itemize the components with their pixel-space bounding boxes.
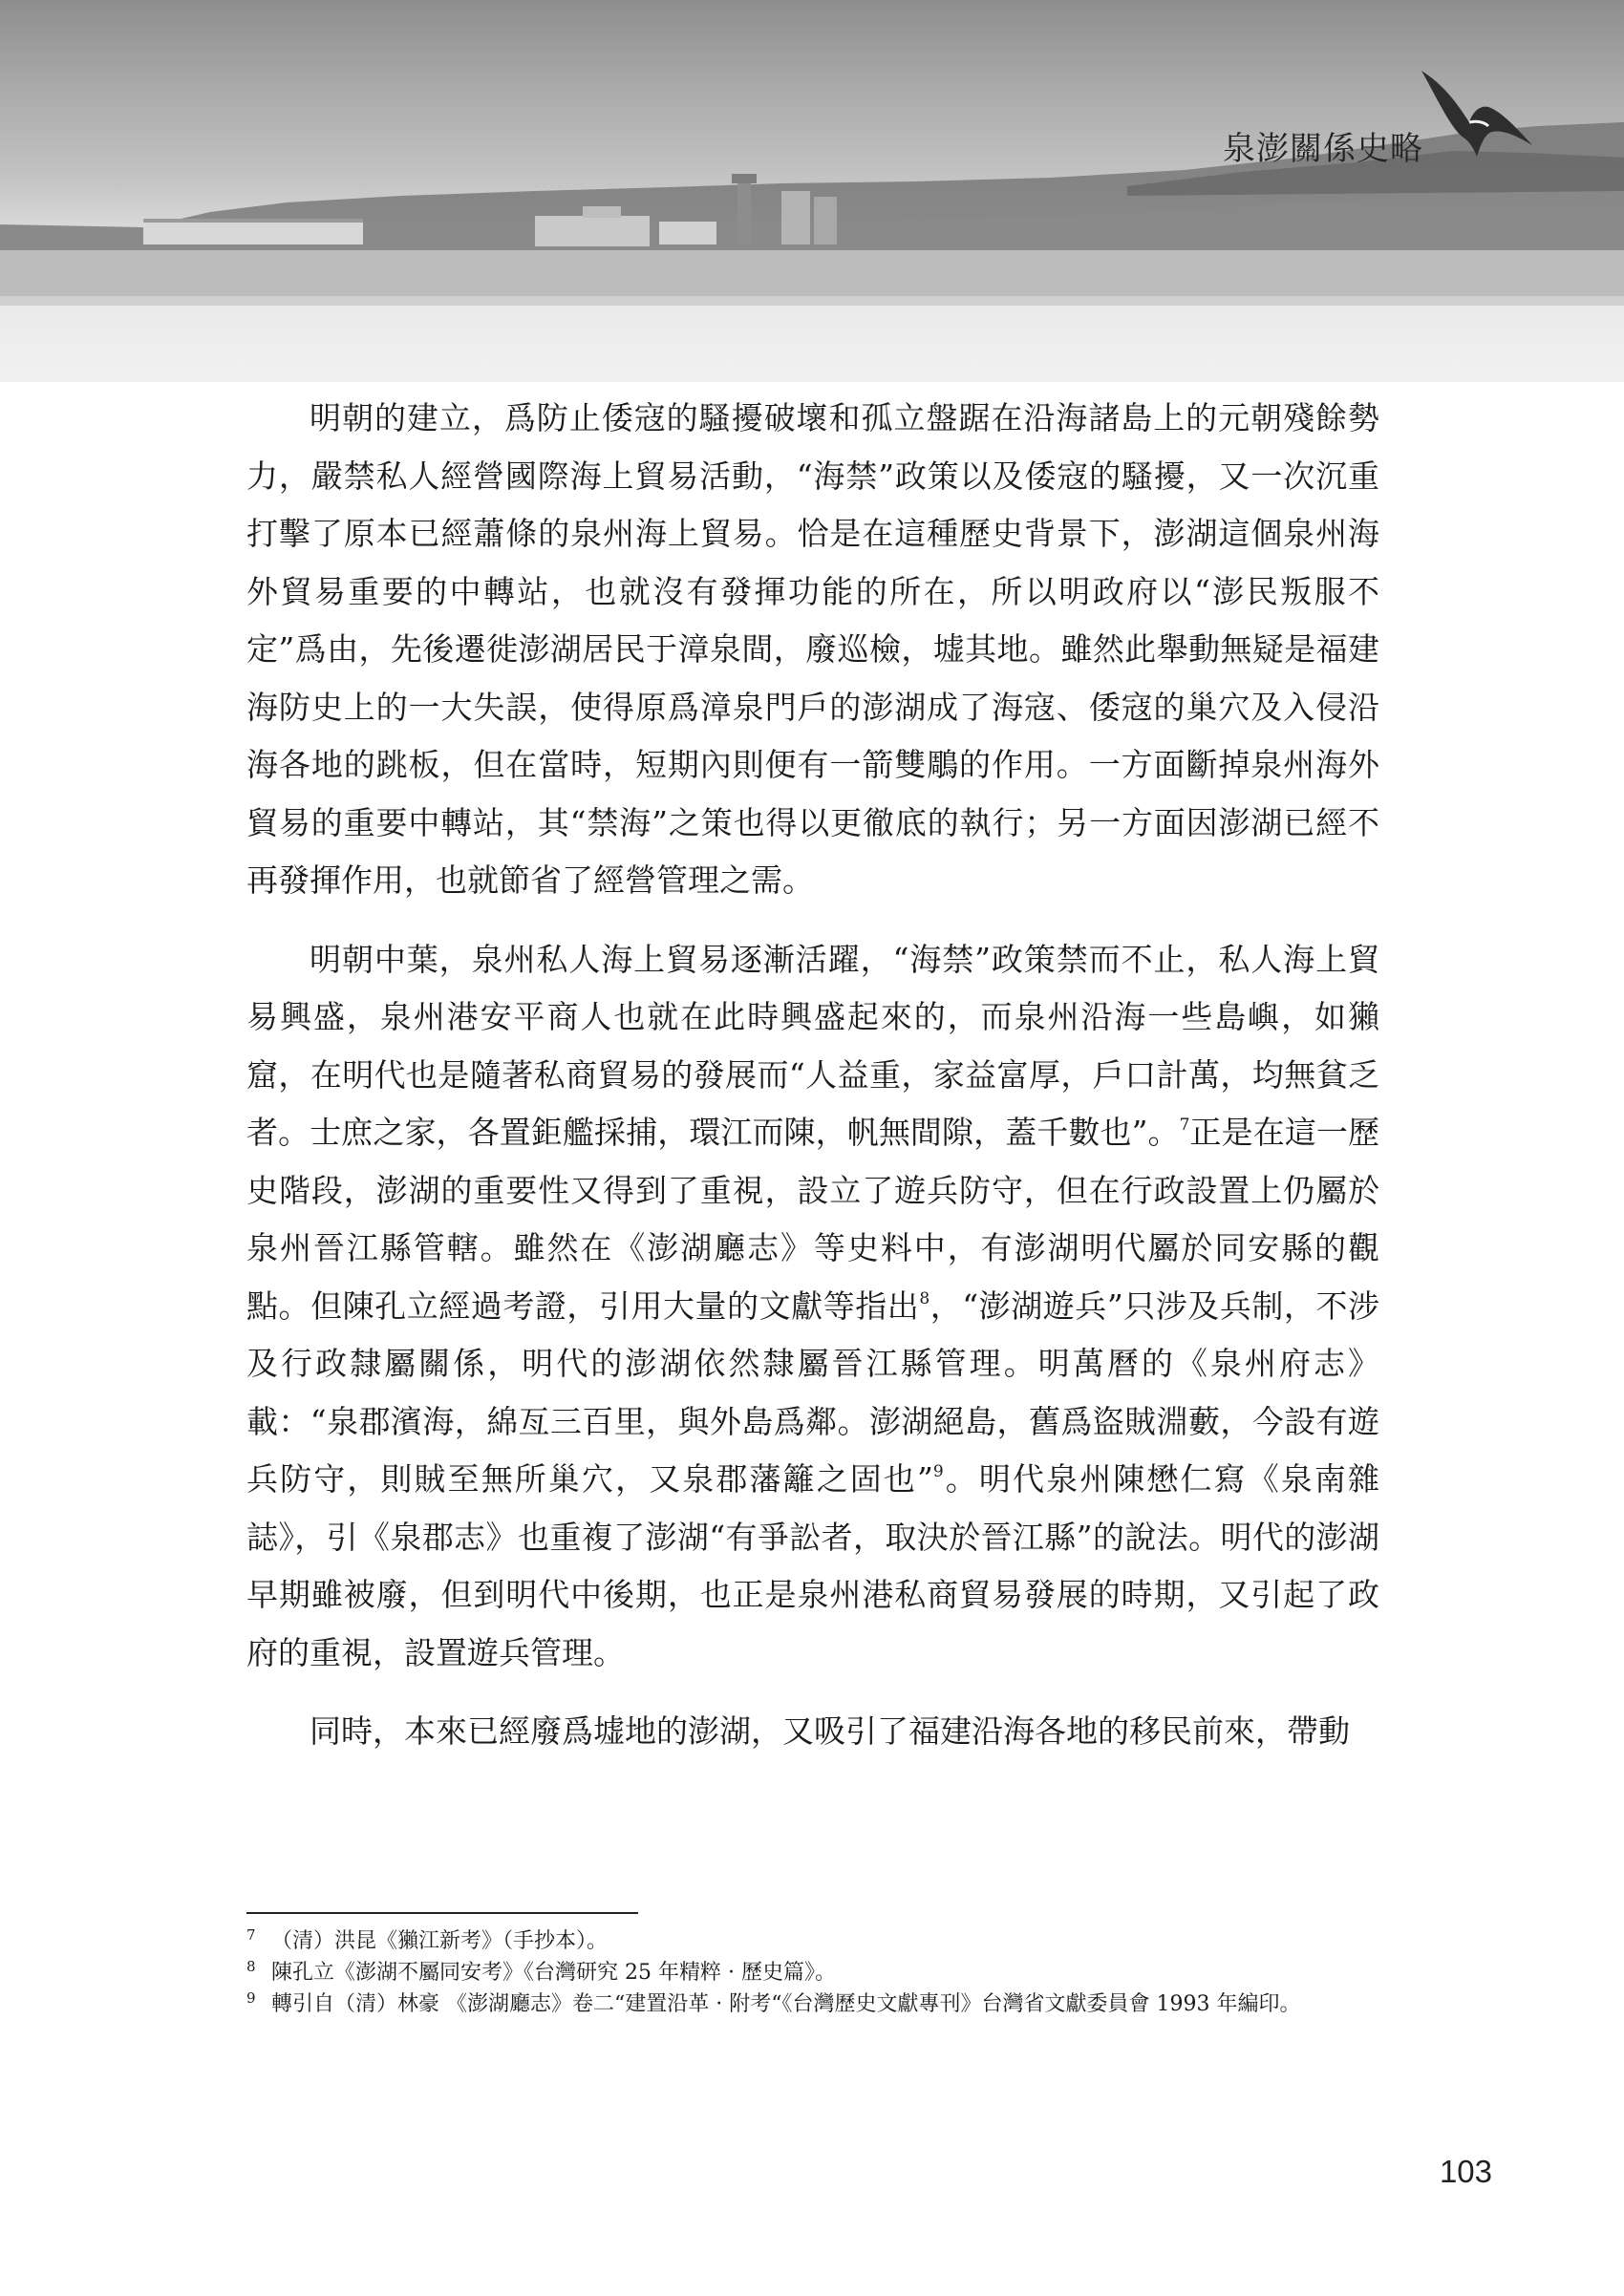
- paragraph-2-part-2: 正是在這一歷史階段，澎湖的重要性又得到了重視，設立了遊兵防守，但在行政設置上仍屬於泉州晉江縣管轄。雖然在《澎湖廳志》等史料中，有澎湖明代屬於同安縣的觀點。但陳孔立經過考證，引用大量的文獻等指出: [246, 1114, 1380, 1325]
- footnote-text: 陳孔立《澎湖不屬同安考》《台灣研究 25 年精粹 · 歷史篇》。: [271, 1961, 836, 1985]
- banner-landscape: [0, 0, 1624, 382]
- seagull-icon: [1414, 63, 1538, 168]
- page-number: 103: [1439, 2154, 1492, 2189]
- running-title: 泉澎關係史略: [1223, 130, 1423, 168]
- paragraph-2-part-4: 。明代泉州陳懋仁寫《泉南雜誌》，引《泉郡志》也重複了澎湖“有爭訟者，取決於晉江縣”的說法。明代的澎湖早期雖被廢，但到明代中後期，也正是泉州港私商貿易發展的時期，又引起了政府的重視，設置遊兵管理。: [246, 1460, 1380, 1671]
- paragraph-2-part-1: 明朝中葉，泉州私人海上貿易逐漸活躍，“海禁”政策禁而不止，私人海上貿易興盛，泉州港安平商人也就在此時興盛起來的，而泉州沿海一些島嶼，如獺窟，在明代也是隨著私商貿易的發展而“人益重，家益富厚，戶口計萬，均無貧乏者。士庶之家，各置鉅艦採捕，環江而陳，帆無間隙，蓋千數也”。: [246, 940, 1379, 1151]
- footnotes: [246, 1925, 1379, 2020]
- header-banner: [0, 0, 1624, 382]
- footnote-number: 8: [246, 1958, 256, 1975]
- footnote-divider: [246, 1912, 638, 1914]
- footnote-ref-7[interactable]: 7: [1179, 1116, 1190, 1135]
- paragraph-3: 同時，本來已經廢爲墟地的澎湖，又吸引了福建沿海各地的移民前來，帶動: [310, 1712, 1350, 1750]
- footnote-text: 轉引自（清）林豪 《澎湖廳志》卷二“建置沿革 · 附考“《台灣歷史文獻專刊》台灣省文獻委員會 1993 年編印。: [271, 1992, 1301, 2016]
- footnote-ref-9[interactable]: 9: [932, 1462, 944, 1481]
- paragraph-2-part-3: ，“澎湖遊兵”只涉及兵制，不涉及行政隸屬關係，明代的澎湖依然隸屬晉江縣管理。明萬曆的《泉州府志》載：“泉郡濱海，綿亙三百里，與外島爲鄰。澎湖絕島，舊爲盜賊淵藪，今設有遊兵防守，則賊至無所巢穴，又泉郡藩籬之固也”: [246, 1286, 1380, 1498]
- footnote-ref-8[interactable]: 8: [919, 1288, 930, 1308]
- footnote-number: 9: [246, 1989, 256, 2007]
- footnote-text: （清）洪昆《獺江新考》（手抄本）。: [271, 1929, 609, 1953]
- footnote-9: [246, 1988, 1379, 2020]
- footnote-number: 7: [246, 1926, 256, 1944]
- paragraph-2: [246, 931, 1379, 1683]
- footnote-8: [246, 1957, 1379, 1988]
- body-text: [246, 390, 1379, 1782]
- paragraph-1: 明朝的建立，爲防止倭寇的騷擾破壞和孤立盤踞在沿海諸島上的元朝殘餘勢力，嚴禁私人經營國際海上貿易活動，“海禁”政策以及倭寇的騷擾，又一次沉重打擊了原本已經蕭條的泉州海上貿易。恰是在這種歷史背景下，澎湖這個泉州海外貿易重要的中轉站，也就沒有發揮功能的所在，所以明政府以“澎民叛服不定”爲由，先後遷徙澎湖居民于漳泉間，廢巡檢，墟其地。雖然此舉動無疑是福建海防史上的一大失誤，使得原爲漳泉門戶的澎湖成了海寇、倭寇的巢穴及入侵沿海各地的跳板，但在當時，短期內則便有一箭雙鵰的作用。一方面斷掉泉州海外貿易的重要中轉站，其“禁海”之策也得以更徹底的執行；另一方面因澎湖已經不再發揮作用，也就節省了經營管理之需。: [246, 399, 1379, 899]
- footnote-7: [246, 1925, 1379, 1957]
